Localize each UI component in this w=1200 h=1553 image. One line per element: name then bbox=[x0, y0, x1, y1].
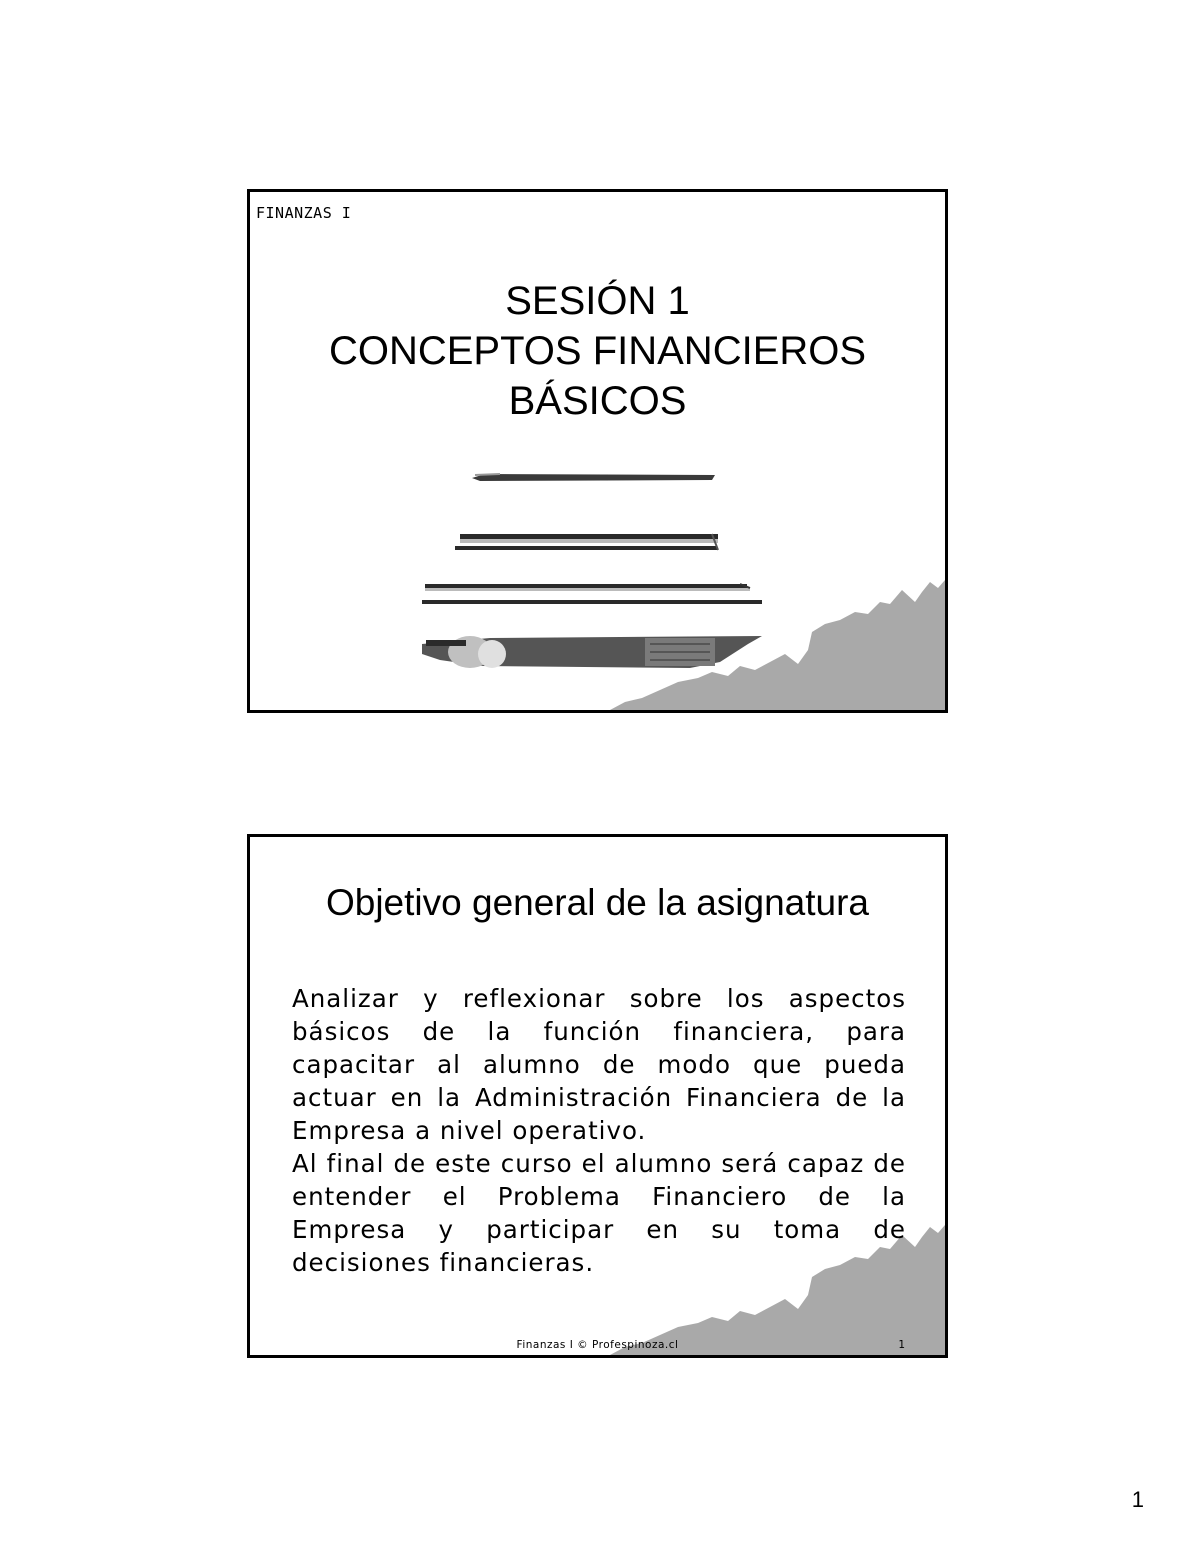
book-stack-icon bbox=[250, 192, 945, 710]
title-line-3: BÁSICOS bbox=[508, 379, 687, 423]
slide-footer: Finanzas I © Profespinoza.cl bbox=[516, 1339, 679, 1351]
slide-header-label: FINANZAS I bbox=[256, 204, 352, 222]
slide-number: 1 bbox=[898, 1339, 905, 1351]
slide-1 bbox=[247, 189, 948, 713]
body-paragraph-1: Analizar y reflexionar sobre los aspectos básicos de la función financiera, para capacitar al alumno de modo que pueda actuar en la Administración Financiera de la Empresa a nivel operativo. bbox=[292, 984, 906, 1145]
slide-body bbox=[292, 982, 906, 1279]
slide-2 bbox=[247, 834, 948, 1358]
title-line-2: CONCEPTOS FINANCIEROS bbox=[328, 329, 867, 373]
title-line-1: SESIÓN 1 bbox=[505, 279, 690, 323]
page-number: 1 bbox=[1131, 1487, 1144, 1512]
body-paragraph-2: Al final de este curso el alumno será capaz de entender el Problema Financiero de la Empresa y participar en su toma de decisiones financieras. bbox=[292, 1149, 906, 1277]
slide-title: Objetivo general de la asignatura bbox=[325, 882, 870, 923]
